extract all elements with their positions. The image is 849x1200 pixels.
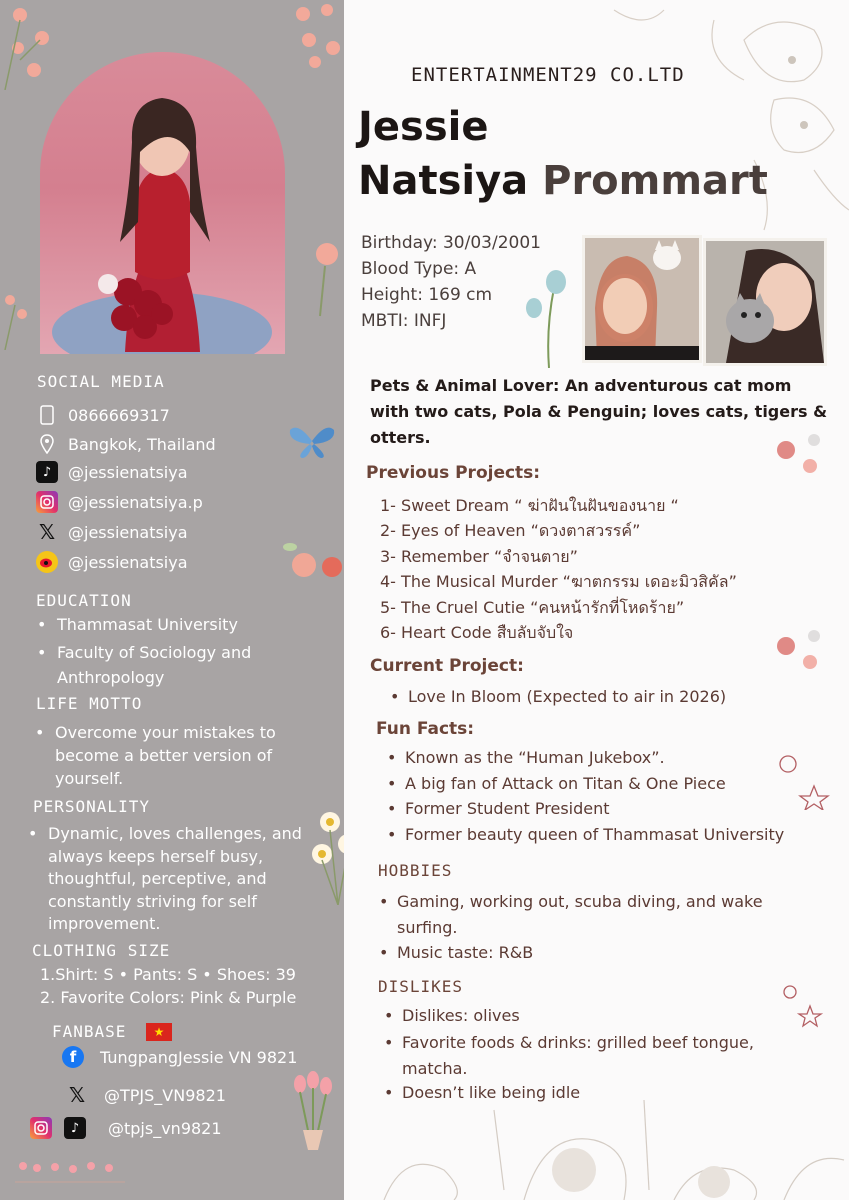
social-text: @jessienatsiya.p — [68, 492, 203, 512]
social-item-instagram[interactable] — [36, 491, 203, 513]
hobbies-item: • Gaming, working out, scuba diving, and wake surfing. — [397, 889, 817, 941]
previous-heading: Previous Projects: — [366, 463, 541, 483]
flower-decoration-icon — [772, 430, 832, 480]
cat-photo-1 — [582, 235, 702, 363]
tiktok-icon: ♪ — [64, 1117, 86, 1139]
hobbies-heading: HOBBIES — [378, 861, 453, 880]
previous-item: 1- Sweet Dream “ ฆ่าฝันในฝันของนาย “ — [380, 496, 679, 515]
x-icon: 𝕏 — [68, 1083, 86, 1107]
weibo-icon — [36, 551, 58, 573]
profile-photo — [40, 52, 285, 354]
funfacts-item: • Former Student President — [405, 797, 610, 820]
hobbies-item: • Music taste: R&B — [397, 941, 533, 964]
dislikes-item: • Doesn’t like being idle — [402, 1081, 580, 1104]
fanbase-heading: FANBASE — [52, 1022, 127, 1041]
previous-item: 6- Heart Code สืบลับจับใจ — [380, 623, 574, 642]
clothing-line1: 1.Shirt: S • Pants: S • Shoes: 39 — [40, 965, 296, 984]
dislikes-item: • Dislikes: olives — [402, 1004, 520, 1027]
intro-text: Pets & Animal Lover: An adventurous cat mom with two cats, Pola & Penguin; loves cats, tigers & otters. — [370, 376, 828, 447]
daisy-decoration-icon — [308, 810, 344, 905]
flower-decoration-icon — [15, 1158, 125, 1184]
info-mbti: MBTI: INFJ — [361, 311, 447, 331]
education-item: • Thammasat University — [57, 614, 317, 636]
motto-text: • Overcome your mistakes to become a better version of yourself. — [55, 721, 315, 790]
left-panel — [0, 0, 344, 1200]
previous-item: 3- Remember “จำจนตาย” — [380, 547, 578, 566]
flower-decoration-icon — [0, 290, 40, 350]
cat-photo-2 — [703, 238, 827, 366]
middle-name: Natsiya — [358, 158, 529, 204]
previous-item: 4- The Musical Murder “ฆาตกรรม เดอะมิวสิคัล” — [380, 572, 737, 591]
info-blood: Blood Type: A — [361, 259, 477, 279]
fanbase-x[interactable] — [66, 1084, 226, 1106]
education-heading: EDUCATION — [36, 591, 132, 610]
flower-sprig-icon — [524, 268, 574, 368]
last-name: Prommart — [542, 158, 768, 204]
fanbase-text: TungpangJessie VN 9821 — [100, 1047, 298, 1067]
flower-decoration-icon — [0, 0, 60, 90]
instagram-icon — [36, 491, 58, 513]
personality-text: • Dynamic, loves challenges, and always keeps herself busy, thoughtful, perceptive, and constantly striving for self improvement. — [48, 823, 328, 936]
star-decoration-icon — [780, 980, 830, 1030]
instagram-icon — [30, 1117, 52, 1139]
tulip-bouquet-icon — [288, 1070, 338, 1160]
flower-decoration-icon — [305, 238, 344, 318]
social-item-tiktok[interactable] — [36, 461, 188, 483]
previous-item: 2- Eyes of Heaven “ดวงตาสวรรค์” — [380, 521, 641, 540]
motto-heading: LIFE MOTTO — [36, 694, 143, 713]
funfacts-heading: Fun Facts: — [376, 719, 475, 739]
company-name: ENTERTAINMENT29 CO.LTD — [411, 64, 685, 86]
fanbase-ig-tiktok[interactable] — [30, 1117, 222, 1139]
facebook-icon: f — [62, 1046, 84, 1068]
vietnam-flag-icon: ★ — [146, 1023, 172, 1041]
funfacts-item: • Known as the “Human Jukebox”. — [405, 746, 665, 769]
education-item: • Faculty of Sociology and Anthropology — [57, 640, 317, 690]
personality-heading: PERSONALITY — [33, 797, 150, 816]
social-item-phone — [36, 404, 170, 426]
social-text: Bangkok, Thailand — [68, 434, 216, 454]
x-icon: 𝕏 — [38, 520, 56, 544]
social-text: 0866669317 — [68, 405, 170, 425]
social-heading: SOCIAL MEDIA — [37, 372, 165, 391]
flower-decoration-icon — [772, 626, 832, 676]
phone-icon — [36, 404, 58, 426]
dislikes-item: • Favorite foods & drinks: grilled beef tongue, matcha. — [402, 1030, 812, 1082]
current-heading: Current Project: — [370, 656, 524, 676]
social-item-x[interactable] — [36, 521, 188, 543]
social-item-weibo[interactable] — [36, 551, 188, 573]
flower-decoration-icon — [285, 0, 344, 75]
butterfly-icon — [288, 422, 336, 460]
current-item: • Love In Bloom (Expected to air in 2026) — [408, 685, 726, 708]
funfacts-item: • Former beauty queen of Thammasat University — [405, 823, 784, 846]
social-text: @jessienatsiya — [68, 522, 188, 542]
star-decoration-icon — [776, 750, 836, 810]
full-name — [358, 158, 768, 204]
first-name: Jessie — [358, 104, 489, 150]
clothing-heading: CLOTHING SIZE — [32, 941, 171, 960]
social-text: @jessienatsiya — [68, 462, 188, 482]
floral-lineart-icon — [514, 0, 849, 240]
previous-item: 5- The Cruel Cutie “คนหน้ารักที่โหดร้าย” — [380, 598, 685, 617]
fanbase-facebook[interactable] — [62, 1046, 297, 1068]
clothing-line2: 2. Favorite Colors: Pink & Purple — [40, 988, 297, 1007]
floral-lineart-icon — [344, 1090, 849, 1200]
right-panel — [344, 0, 849, 1200]
fanbase-text: @TPJS_VN9821 — [104, 1085, 226, 1105]
social-item-location — [36, 433, 216, 455]
fanbase-text: @tpjs_vn9821 — [108, 1118, 222, 1138]
location-icon — [36, 433, 58, 455]
social-text: @jessienatsiya — [68, 552, 188, 572]
dislikes-heading: DISLIKES — [378, 977, 464, 996]
info-height: Height: 169 cm — [361, 285, 493, 305]
info-birthday: Birthday: 30/03/2001 — [361, 233, 541, 253]
tiktok-icon: ♪ — [36, 461, 58, 483]
funfacts-item: • A big fan of Attack on Titan & One Piece — [405, 772, 726, 795]
flower-decoration-icon — [280, 535, 344, 600]
